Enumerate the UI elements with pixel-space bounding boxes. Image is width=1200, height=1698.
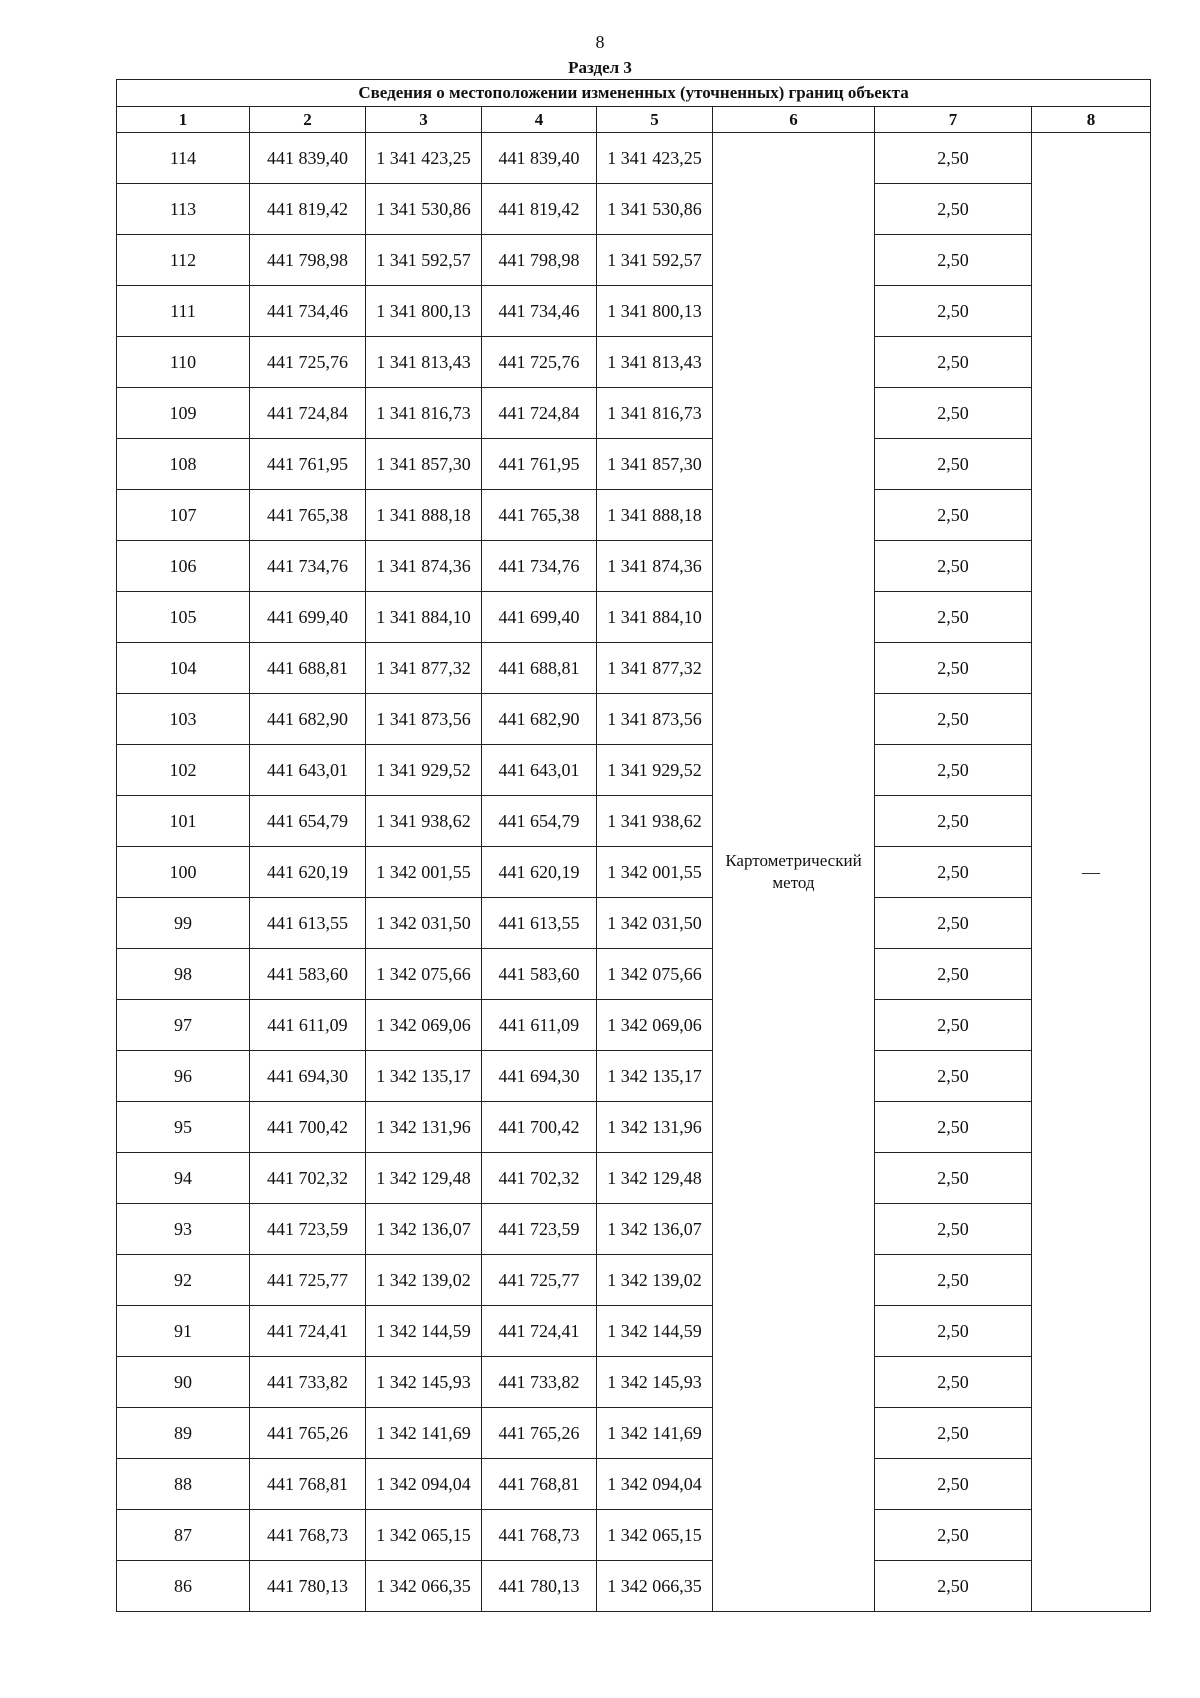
- existing-x-cell: 441 700,42: [250, 1102, 366, 1153]
- table-row: [117, 1510, 1151, 1561]
- refined-x-cell: 441 733,82: [482, 1357, 597, 1408]
- refined-y-cell: 1 341 877,32: [597, 643, 713, 694]
- refined-y-cell: 1 342 139,02: [597, 1255, 713, 1306]
- existing-y-cell: 1 341 816,73: [366, 388, 482, 439]
- refined-y-cell: 1 342 135,17: [597, 1051, 713, 1102]
- existing-y-cell: 1 341 888,18: [366, 490, 482, 541]
- precision-cell: 2,50: [875, 1102, 1032, 1153]
- table-row: [117, 1306, 1151, 1357]
- precision-cell: 2,50: [875, 1051, 1032, 1102]
- existing-y-cell: 1 341 877,32: [366, 643, 482, 694]
- refined-x-cell: 441 765,38: [482, 490, 597, 541]
- table-row: [117, 1102, 1151, 1153]
- precision-cell: 2,50: [875, 235, 1032, 286]
- existing-x-cell: 441 583,60: [250, 949, 366, 1000]
- point-number-cell: 114: [117, 133, 250, 184]
- existing-x-cell: 441 611,09: [250, 1000, 366, 1051]
- precision-cell: 2,50: [875, 1357, 1032, 1408]
- table-row: [117, 1051, 1151, 1102]
- existing-y-cell: 1 342 135,17: [366, 1051, 482, 1102]
- point-number-cell: 106: [117, 541, 250, 592]
- point-number-cell: 88: [117, 1459, 250, 1510]
- table-caption: Сведения о местоположении измененных (уточненных) границ объекта: [117, 80, 1151, 107]
- precision-cell: 2,50: [875, 898, 1032, 949]
- refined-y-cell: 1 341 530,86: [597, 184, 713, 235]
- refined-y-cell: 1 341 800,13: [597, 286, 713, 337]
- refined-x-cell: 441 702,32: [482, 1153, 597, 1204]
- table-row: [117, 235, 1151, 286]
- existing-x-cell: 441 734,76: [250, 541, 366, 592]
- existing-x-cell: 441 768,81: [250, 1459, 366, 1510]
- table-row: [117, 796, 1151, 847]
- table-row: [117, 1459, 1151, 1510]
- column-number: 6: [713, 107, 875, 133]
- existing-y-cell: 1 342 139,02: [366, 1255, 482, 1306]
- refined-x-cell: 441 768,81: [482, 1459, 597, 1510]
- existing-x-cell: 441 724,41: [250, 1306, 366, 1357]
- point-number-cell: 95: [117, 1102, 250, 1153]
- refined-x-cell: 441 768,73: [482, 1510, 597, 1561]
- existing-x-cell: 441 819,42: [250, 184, 366, 235]
- existing-x-cell: 441 780,13: [250, 1561, 366, 1612]
- existing-y-cell: 1 341 813,43: [366, 337, 482, 388]
- existing-x-cell: 441 694,30: [250, 1051, 366, 1102]
- point-number-cell: 101: [117, 796, 250, 847]
- point-number-cell: 91: [117, 1306, 250, 1357]
- existing-y-cell: 1 342 094,04: [366, 1459, 482, 1510]
- refined-y-cell: 1 341 423,25: [597, 133, 713, 184]
- existing-x-cell: 441 682,90: [250, 694, 366, 745]
- table-row: [117, 286, 1151, 337]
- refined-y-cell: 1 342 131,96: [597, 1102, 713, 1153]
- existing-x-cell: 441 761,95: [250, 439, 366, 490]
- precision-cell: 2,50: [875, 1153, 1032, 1204]
- refined-x-cell: 441 725,76: [482, 337, 597, 388]
- point-number-cell: 90: [117, 1357, 250, 1408]
- precision-cell: 2,50: [875, 643, 1032, 694]
- precision-cell: 2,50: [875, 133, 1032, 184]
- precision-cell: 2,50: [875, 337, 1032, 388]
- precision-cell: 2,50: [875, 490, 1032, 541]
- table-row: [117, 184, 1151, 235]
- existing-y-cell: 1 342 136,07: [366, 1204, 482, 1255]
- table-row: [117, 1408, 1151, 1459]
- table-row: [117, 847, 1151, 898]
- existing-y-cell: 1 342 065,15: [366, 1510, 482, 1561]
- table-row: [117, 388, 1151, 439]
- existing-y-cell: 1 341 800,13: [366, 286, 482, 337]
- refined-x-cell: 441 780,13: [482, 1561, 597, 1612]
- table-row: [117, 490, 1151, 541]
- refined-y-cell: 1 341 592,57: [597, 235, 713, 286]
- refined-x-cell: 441 839,40: [482, 133, 597, 184]
- existing-y-cell: 1 342 129,48: [366, 1153, 482, 1204]
- existing-y-cell: 1 341 857,30: [366, 439, 482, 490]
- refined-x-cell: 441 798,98: [482, 235, 597, 286]
- point-number-cell: 113: [117, 184, 250, 235]
- refined-y-cell: 1 341 816,73: [597, 388, 713, 439]
- existing-x-cell: 441 699,40: [250, 592, 366, 643]
- refined-y-cell: 1 341 857,30: [597, 439, 713, 490]
- precision-cell: 2,50: [875, 1408, 1032, 1459]
- existing-x-cell: 441 725,77: [250, 1255, 366, 1306]
- refined-x-cell: 441 682,90: [482, 694, 597, 745]
- column-number: 1: [117, 107, 250, 133]
- refined-y-cell: 1 342 065,15: [597, 1510, 713, 1561]
- refined-x-cell: 441 654,79: [482, 796, 597, 847]
- precision-cell: 2,50: [875, 949, 1032, 1000]
- existing-x-cell: 441 688,81: [250, 643, 366, 694]
- point-number-cell: 110: [117, 337, 250, 388]
- existing-y-cell: 1 342 031,50: [366, 898, 482, 949]
- precision-cell: 2,50: [875, 1204, 1032, 1255]
- refined-x-cell: 441 734,76: [482, 541, 597, 592]
- precision-cell: 2,50: [875, 541, 1032, 592]
- refined-x-cell: 441 725,77: [482, 1255, 597, 1306]
- refined-y-cell: 1 341 813,43: [597, 337, 713, 388]
- point-number-cell: 104: [117, 643, 250, 694]
- existing-y-cell: 1 342 144,59: [366, 1306, 482, 1357]
- refined-y-cell: 1 341 938,62: [597, 796, 713, 847]
- point-number-cell: 89: [117, 1408, 250, 1459]
- existing-x-cell: 441 839,40: [250, 133, 366, 184]
- precision-cell: 2,50: [875, 1459, 1032, 1510]
- refined-y-cell: 1 341 874,36: [597, 541, 713, 592]
- existing-y-cell: 1 341 938,62: [366, 796, 482, 847]
- existing-y-cell: 1 341 884,10: [366, 592, 482, 643]
- table-row: [117, 1153, 1151, 1204]
- refined-x-cell: 441 688,81: [482, 643, 597, 694]
- precision-cell: 2,50: [875, 847, 1032, 898]
- refined-x-cell: 441 613,55: [482, 898, 597, 949]
- refined-y-cell: 1 342 141,69: [597, 1408, 713, 1459]
- table-row: [117, 1255, 1151, 1306]
- point-number-cell: 86: [117, 1561, 250, 1612]
- refined-x-cell: 441 723,59: [482, 1204, 597, 1255]
- existing-y-cell: 1 341 929,52: [366, 745, 482, 796]
- table-row: [117, 1561, 1151, 1612]
- existing-x-cell: 441 725,76: [250, 337, 366, 388]
- existing-x-cell: 441 768,73: [250, 1510, 366, 1561]
- table-row: [117, 745, 1151, 796]
- refined-x-cell: 441 611,09: [482, 1000, 597, 1051]
- existing-y-cell: 1 342 145,93: [366, 1357, 482, 1408]
- refined-y-cell: 1 342 001,55: [597, 847, 713, 898]
- refined-y-cell: 1 342 136,07: [597, 1204, 713, 1255]
- refined-y-cell: 1 342 069,06: [597, 1000, 713, 1051]
- table-row: [117, 439, 1151, 490]
- existing-y-cell: 1 341 423,25: [366, 133, 482, 184]
- refined-x-cell: 441 765,26: [482, 1408, 597, 1459]
- table-row: [117, 1000, 1151, 1051]
- existing-x-cell: 441 702,32: [250, 1153, 366, 1204]
- table-row: [117, 898, 1151, 949]
- precision-cell: 2,50: [875, 439, 1032, 490]
- existing-y-cell: 1 342 066,35: [366, 1561, 482, 1612]
- column-number: 7: [875, 107, 1032, 133]
- refined-x-cell: 441 734,46: [482, 286, 597, 337]
- precision-cell: 2,50: [875, 745, 1032, 796]
- table-row: [117, 337, 1151, 388]
- point-number-cell: 108: [117, 439, 250, 490]
- existing-x-cell: 441 723,59: [250, 1204, 366, 1255]
- column-8-cell: —: [1032, 133, 1151, 1612]
- precision-cell: 2,50: [875, 592, 1032, 643]
- page-number: 8: [595, 32, 605, 52]
- point-number-cell: 98: [117, 949, 250, 1000]
- precision-cell: 2,50: [875, 1000, 1032, 1051]
- existing-x-cell: 441 620,19: [250, 847, 366, 898]
- precision-cell: 2,50: [875, 694, 1032, 745]
- existing-y-cell: 1 342 001,55: [366, 847, 482, 898]
- point-number-cell: 100: [117, 847, 250, 898]
- refined-y-cell: 1 342 066,35: [597, 1561, 713, 1612]
- existing-x-cell: 441 734,46: [250, 286, 366, 337]
- refined-y-cell: 1 342 145,93: [597, 1357, 713, 1408]
- point-number-cell: 99: [117, 898, 250, 949]
- table-row: [117, 949, 1151, 1000]
- precision-cell: 2,50: [875, 388, 1032, 439]
- column-number: 3: [366, 107, 482, 133]
- existing-y-cell: 1 341 530,86: [366, 184, 482, 235]
- precision-cell: 2,50: [875, 184, 1032, 235]
- precision-cell: 2,50: [875, 1255, 1032, 1306]
- existing-y-cell: 1 342 075,66: [366, 949, 482, 1000]
- table-row: [117, 541, 1151, 592]
- column-number: 2: [250, 107, 366, 133]
- method-cell: Картометрический метод: [713, 133, 875, 1612]
- existing-x-cell: 441 765,38: [250, 490, 366, 541]
- refined-x-cell: 441 724,84: [482, 388, 597, 439]
- point-number-cell: 107: [117, 490, 250, 541]
- column-number: 5: [597, 107, 713, 133]
- refined-y-cell: 1 341 873,56: [597, 694, 713, 745]
- point-number-cell: 105: [117, 592, 250, 643]
- point-number-cell: 87: [117, 1510, 250, 1561]
- refined-y-cell: 1 342 031,50: [597, 898, 713, 949]
- existing-y-cell: 1 342 141,69: [366, 1408, 482, 1459]
- existing-y-cell: 1 341 592,57: [366, 235, 482, 286]
- refined-x-cell: 441 643,01: [482, 745, 597, 796]
- refined-y-cell: 1 342 129,48: [597, 1153, 713, 1204]
- precision-cell: 2,50: [875, 1306, 1032, 1357]
- existing-y-cell: 1 342 131,96: [366, 1102, 482, 1153]
- table-row: [117, 1357, 1151, 1408]
- existing-y-cell: 1 341 873,56: [366, 694, 482, 745]
- point-number-cell: 97: [117, 1000, 250, 1051]
- existing-x-cell: 441 733,82: [250, 1357, 366, 1408]
- precision-cell: 2,50: [875, 286, 1032, 337]
- existing-x-cell: 441 613,55: [250, 898, 366, 949]
- refined-y-cell: 1 342 075,66: [597, 949, 713, 1000]
- existing-x-cell: 441 765,26: [250, 1408, 366, 1459]
- table-row: [117, 1204, 1151, 1255]
- point-number-cell: 92: [117, 1255, 250, 1306]
- point-number-cell: 109: [117, 388, 250, 439]
- refined-y-cell: 1 341 929,52: [597, 745, 713, 796]
- precision-cell: 2,50: [875, 796, 1032, 847]
- point-number-cell: 94: [117, 1153, 250, 1204]
- point-number-cell: 96: [117, 1051, 250, 1102]
- table-row: [117, 694, 1151, 745]
- refined-x-cell: 441 583,60: [482, 949, 597, 1000]
- refined-y-cell: 1 342 094,04: [597, 1459, 713, 1510]
- refined-x-cell: 441 694,30: [482, 1051, 597, 1102]
- point-number-cell: 102: [117, 745, 250, 796]
- existing-x-cell: 441 643,01: [250, 745, 366, 796]
- refined-x-cell: 441 724,41: [482, 1306, 597, 1357]
- section-title: Раздел 3: [568, 58, 632, 77]
- point-number-cell: 103: [117, 694, 250, 745]
- column-number: 4: [482, 107, 597, 133]
- refined-x-cell: 441 620,19: [482, 847, 597, 898]
- existing-y-cell: 1 341 874,36: [366, 541, 482, 592]
- refined-x-cell: 441 700,42: [482, 1102, 597, 1153]
- precision-cell: 2,50: [875, 1510, 1032, 1561]
- existing-y-cell: 1 342 069,06: [366, 1000, 482, 1051]
- point-number-cell: 112: [117, 235, 250, 286]
- refined-y-cell: 1 342 144,59: [597, 1306, 713, 1357]
- existing-x-cell: 441 654,79: [250, 796, 366, 847]
- column-number: 8: [1032, 107, 1151, 133]
- precision-cell: 2,50: [875, 1561, 1032, 1612]
- table-row: [117, 133, 1151, 184]
- table-row: [117, 643, 1151, 694]
- existing-x-cell: 441 798,98: [250, 235, 366, 286]
- refined-x-cell: 441 761,95: [482, 439, 597, 490]
- point-number-cell: 93: [117, 1204, 250, 1255]
- refined-y-cell: 1 341 884,10: [597, 592, 713, 643]
- point-number-cell: 111: [117, 286, 250, 337]
- existing-x-cell: 441 724,84: [250, 388, 366, 439]
- table-row: [117, 592, 1151, 643]
- refined-y-cell: 1 341 888,18: [597, 490, 713, 541]
- coordinates-table: [116, 79, 1151, 1612]
- refined-x-cell: 441 819,42: [482, 184, 597, 235]
- refined-x-cell: 441 699,40: [482, 592, 597, 643]
- table-body: [117, 133, 1151, 1612]
